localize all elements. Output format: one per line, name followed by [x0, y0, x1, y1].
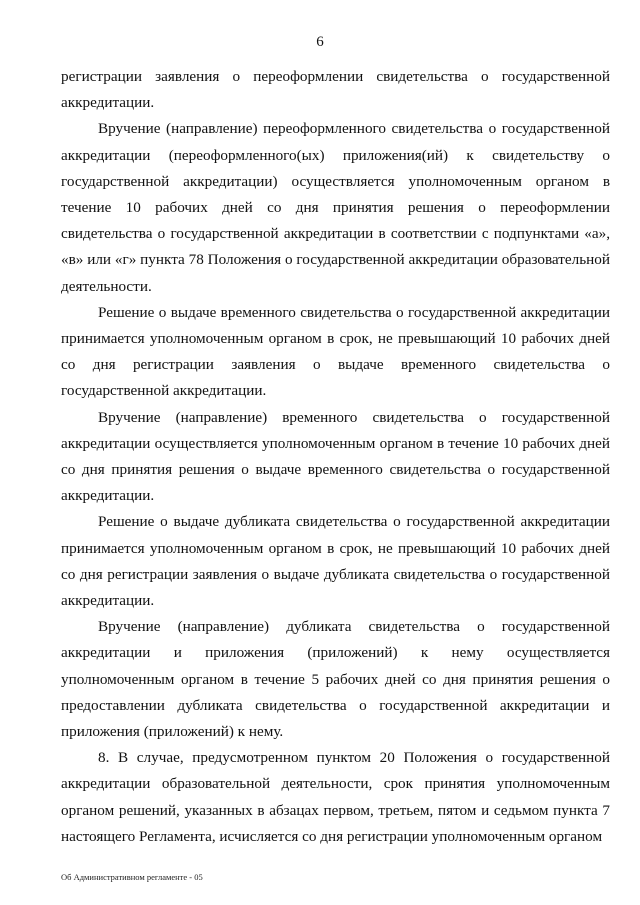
paragraph-duplicate-decision: Решение о выдаче дубликата свидетельства о государственной аккредитации принимается уполномоченным органом в срок, не превышающий 10 рабочих дней со дня регистрации заявления о выдаче дубликата свидетельства о государственной аккредитации. — [61, 513, 610, 610]
paragraph-continuation: регистрации заявления о переоформлении свидетельства о государственной аккредитации. — [61, 68, 610, 112]
document-body — [61, 64, 610, 850]
footer-document-id: Об Административном регламенте - 05 — [61, 872, 203, 882]
paragraph-temporary-certificate-decision: Решение о выдаче временного свидетельства о государственной аккредитации принимается уполномоченным органом в срок, не превышающий 10 рабочих дней со дня регистрации заявления о выдаче временного свидетельства о государственной аккредитации. — [61, 303, 610, 400]
paragraph-duplicate-delivery: Вручение (направление) дубликата свидетельства о государственной аккредитации и приложения (приложений) к нему осуществляется уполномоченным органом в течение 5 рабочих дней со дня принятия решения о предоставлении дубликата свидетельства о государственной аккредитации и приложения (приложений) к нему. — [61, 618, 610, 741]
paragraph-temporary-certificate-delivery: Вручение (направление) временного свидетельства о государственной аккредитации осуществляется уполномоченным органом в течение 10 рабочих дней со дня принятия решения о выдаче временного свидетельства о государственной аккредитации. — [61, 408, 610, 505]
paragraph-reissued-certificate-delivery: Вручение (направление) переоформленного свидетельства о государственной аккредитации (переоформленного(ых) приложения(ий) к свидетельству о государственной аккредитации) осуществляется уполномоченным органом в течение 10 рабочих дней со дня принятия решения о переоформлении свидетельства о государственной аккредитации в соответствии с подпунктами «а», «в» или «г» пункта 78 Положения о государственной аккредитации образовательной деятельности. — [61, 120, 610, 295]
paragraph-item-8: 8. В случае, предусмотренном пунктом 20 Положения о государственной аккредитации образовательной деятельности, срок принятия уполномоченным органом решений, указанных в абзацах первом, третьем, пятом и седьмом пункта 7 настоящего Регламента, исчисляется со дня регистрации уполномоченным органом — [61, 749, 610, 845]
page-number: 6 — [316, 34, 324, 50]
